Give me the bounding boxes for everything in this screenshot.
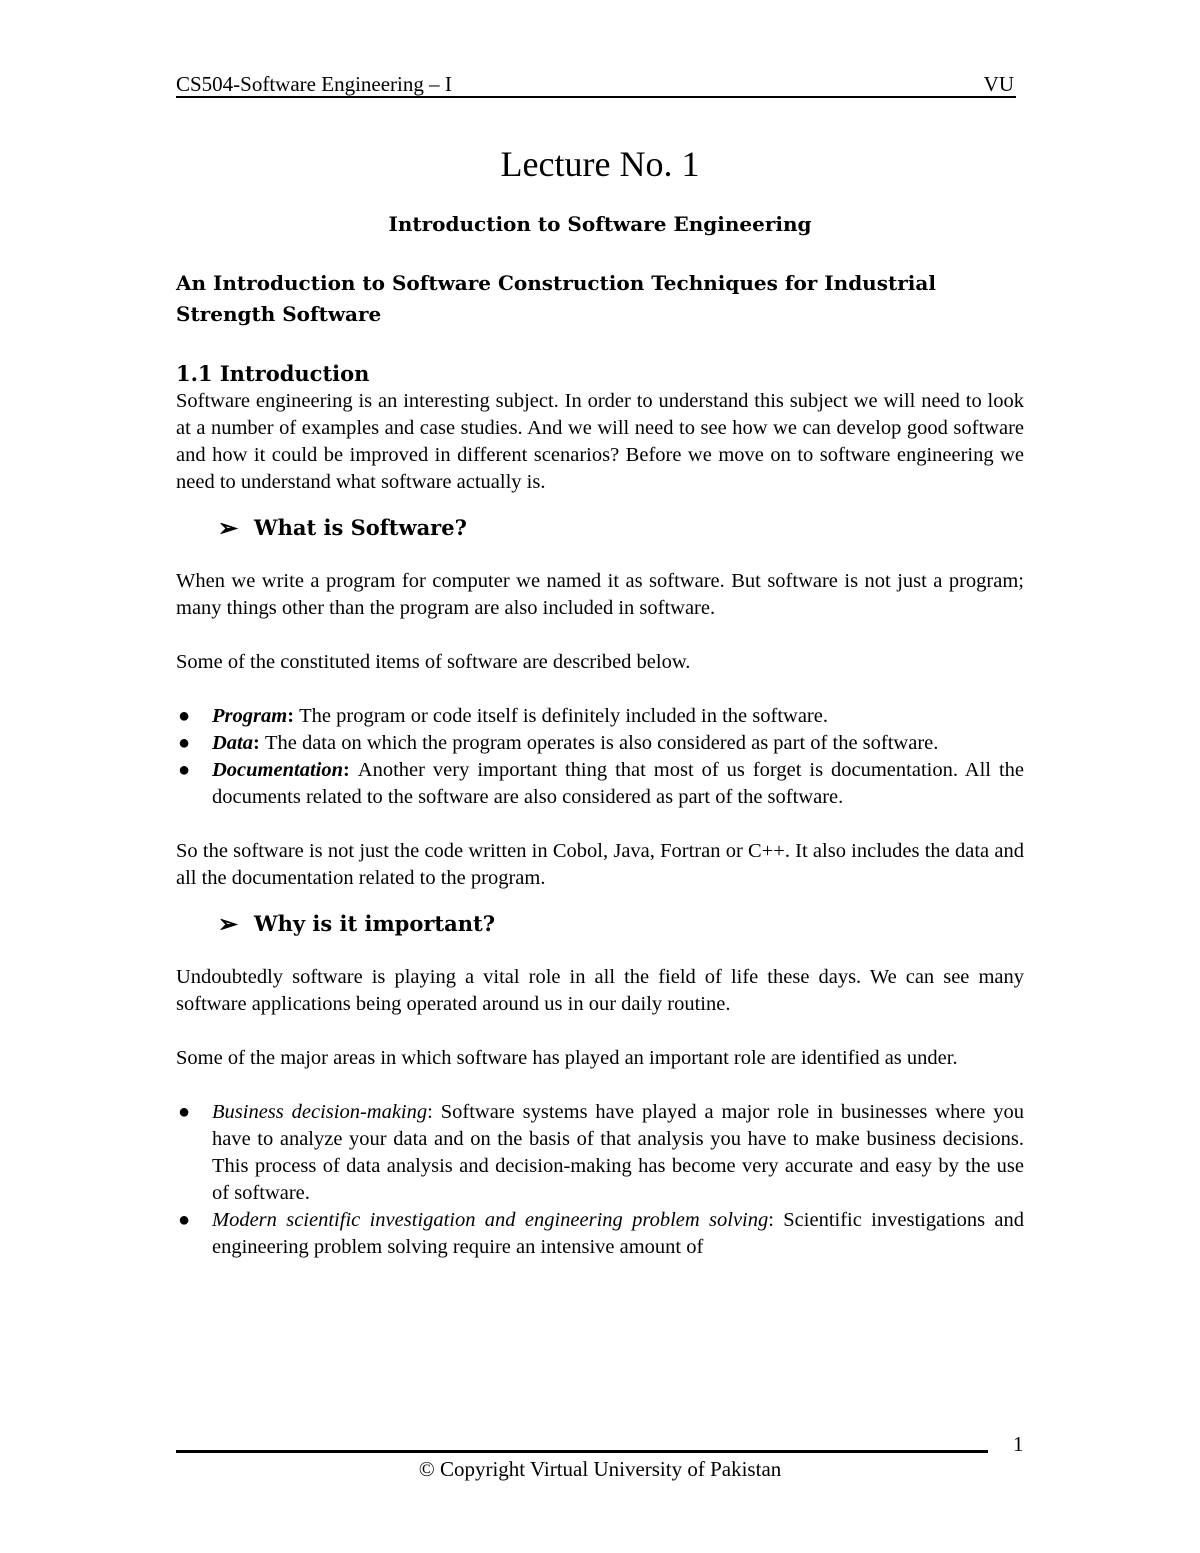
bullet-icon: ● xyxy=(178,759,191,781)
page-header xyxy=(176,72,1016,98)
bullet-icon: ● xyxy=(178,1209,191,1231)
lecture-title: Lecture No. 1 xyxy=(500,144,700,184)
list-item: ● Documentation: Another very important thing that most of us forget is documentation. All the documents related to the software are also considered as part of the software. xyxy=(178,759,1024,808)
subheading-text: Why is it important? xyxy=(254,911,495,936)
list-item: ● Business decision-making: Software systems have played a major role in businesses where you have to analyze your data and on the basis of that analysis you have to make business decisions. This process of data analysis and decision-making has become very accurate and easy by the use of software. xyxy=(178,1101,1024,1204)
copyright-notice: © Copyright Virtual University of Pakistan xyxy=(418,1457,782,1481)
arrow-bullet-icon: ➢ xyxy=(218,513,239,542)
list-item-term: Data xyxy=(212,732,253,754)
subheading-why-important xyxy=(218,910,1024,938)
list-item: ● Program: The program or code itself is definitely included in the software. xyxy=(176,703,1024,730)
page-content xyxy=(176,142,1024,1288)
list-item-text: The program or code itself is definitely included in the software. xyxy=(299,705,828,727)
bullet-icon: ● xyxy=(178,705,191,727)
list-item: ● Modern scientific investigation and engineering problem solving: Scientific investigations and engineering problem solving require an intensive amount of xyxy=(178,1209,1024,1258)
list-item-term: Documentation xyxy=(212,759,343,781)
section-heading-introduction: 1.1 Introduction xyxy=(176,361,370,386)
list-item-text: The data on which the program operates is also considered as part of the software. xyxy=(264,732,939,754)
list-item-term: Business decision-making xyxy=(212,1101,428,1123)
subheading-text: What is Software? xyxy=(254,515,467,540)
list-item-term: Modern scientific investigation and engineering problem solving xyxy=(212,1209,769,1231)
list-item-text: Scientific investigations and engineering problem solving require an intensive amount of xyxy=(212,1209,1024,1258)
course-title: CS504-Software Engineering – I xyxy=(176,72,452,96)
introduction-paragraph: Software engineering is an interesting subject. In order to understand this subject we will need to look at a number of examples and case studies. And we will need to see how we can develop good software and how it could be improved in different scenarios? Before we move on to software engineering we need to understand what software actually is. xyxy=(176,390,1024,493)
list-item: ● Data: The data on which the program operates is also considered as part of the software. xyxy=(176,730,1024,757)
lecture-subtitle: Introduction to Software Engineering xyxy=(388,212,812,236)
bullet-icon: ● xyxy=(178,1101,191,1123)
list-item-text: Software systems have played a major role in businesses where you have to analyze your data and on the basis of that analysis you have to make business decisions. This process of data analysis and decision-making has become very accurate and easy by the use of software. xyxy=(212,1101,1024,1204)
footer-divider xyxy=(176,1450,988,1453)
paragraph: Some of the constituted items of software are described below. xyxy=(176,651,691,673)
paragraph: Some of the major areas in which software has played an important role are identified as under. xyxy=(176,1047,958,1069)
lecture-main-heading: An Introduction to Software Construction Techniques for Industrial Strength Software xyxy=(176,271,936,326)
page-number: 1 xyxy=(1013,1432,1024,1456)
arrow-bullet-icon: ➢ xyxy=(218,909,239,938)
bullet-icon: ● xyxy=(178,732,191,754)
subheading-what-is-software xyxy=(218,514,1024,542)
list-item-text: Another very important thing that most of us forget is documentation. All the documents related to the software are also considered as part of the software. xyxy=(212,759,1024,808)
list-item-term: Program xyxy=(212,705,288,727)
paragraph: When we write a program for computer we named it as software. But software is not just a program; many things other than the program are also included in software. xyxy=(176,570,1024,619)
institution-abbr: VU xyxy=(983,72,1014,96)
paragraph: So the software is not just the code written in Cobol, Java, Fortran or C++. It also includes the data and all the documentation related to the program. xyxy=(176,840,1024,889)
important-areas-list xyxy=(176,1099,1024,1261)
paragraph: Undoubtedly software is playing a vital role in all the field of life these days. We can see many software applications being operated around us in our daily routine. xyxy=(176,966,1024,1015)
software-items-list xyxy=(176,703,1024,811)
